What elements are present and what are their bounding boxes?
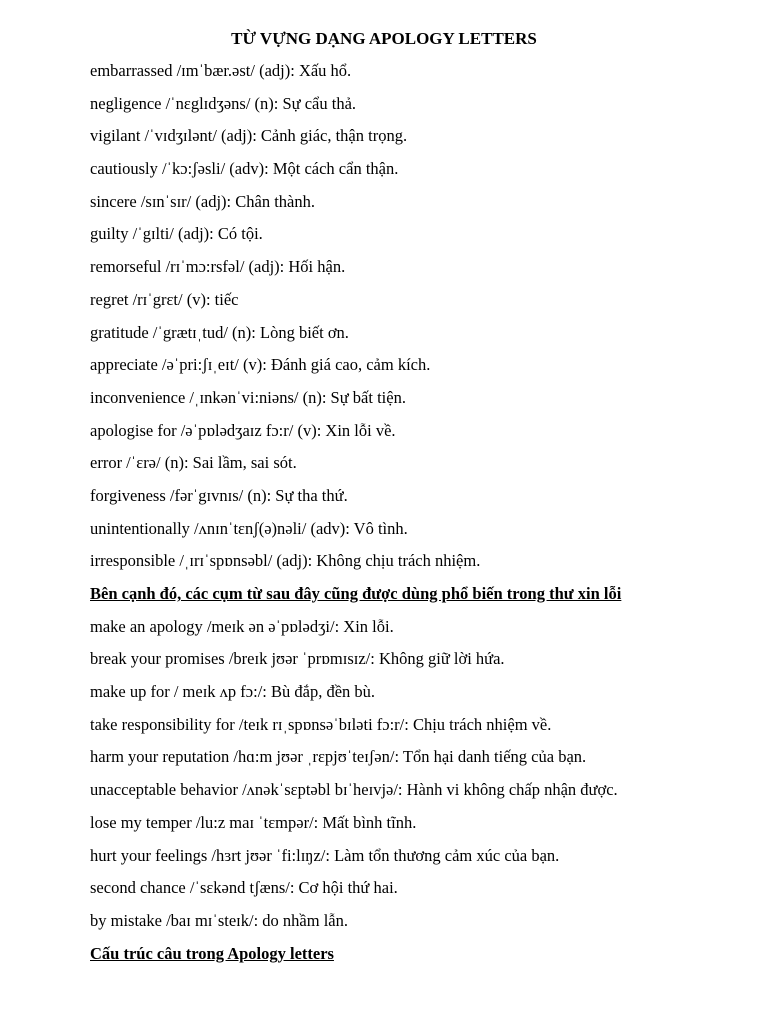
vocab-item: sincere /sɪnˈsɪr/ (adj): Chân thành.	[90, 191, 315, 211]
phrase-item: unacceptable behavior /ʌnəkˈsɛptəbl bɪˈheɪvjə/: Hành vi không chấp nhận được.	[90, 780, 618, 800]
phrase-item: second chance /ˈsɛkənd tʃæns/: Cơ hội thứ hai.	[90, 878, 398, 898]
phrase-item: take responsibility for /teɪk rɪˌspɒnsəˈbɪləti fɔ:r/: Chịu trách nhiệm về.	[90, 714, 552, 734]
vocab-item: cautiously /ˈkɔ:ʃəsli/ (adv): Một cách cẩn thận.	[90, 159, 399, 179]
content-lines	[90, 60, 760, 975]
phrase-item: make up for / meɪk ʌp fɔ:/: Bù đắp, đền bù.	[90, 682, 376, 702]
vocab-item: regret /rɪˈgrɛt/ (v): tiếc	[90, 289, 239, 309]
vocab-item: embarrassed /ɪmˈbær.əst/ (adj): Xấu hổ.	[90, 61, 352, 80]
phrase-item: make an apology /meɪk ən əˈpɒlədʒi/: Xin lỗi.	[90, 616, 394, 636]
vocab-item: unintentionally /ʌnɪnˈtɛnʃ(ə)nəli/ (adv): Vô tình.	[90, 518, 408, 538]
phrase-item: hurt your feelings /hɜrt jʊər ˈfi:lɪŋz/: Làm tổn thương cảm xúc của bạn.	[90, 845, 560, 865]
phrases-heading: Bên cạnh đó, các cụm từ sau đây cũng được dùng phổ biến trong thư xin lỗi	[90, 584, 622, 603]
vocab-item: apologise for /əˈpɒlədʒaɪz fɔ:r/ (v): Xin lỗi về.	[90, 420, 396, 440]
vocab-item: remorseful /rɪˈmɔ:rsfəl/ (adj): Hối hận.	[90, 257, 346, 277]
vocab-item: vigilant /ˈvɪdʒɪlənt/ (adj): Cảnh giác, thận trọng.	[90, 126, 408, 146]
page-title: TỪ VỰNG DẠNG APOLOGY LETTERS	[231, 29, 537, 48]
vocab-item: forgiveness /fərˈgɪvnɪs/ (n): Sự tha thứ.	[90, 485, 348, 505]
phrase-item: by mistake /baɪ mɪˈsteɪk/: do nhầm lẫn.	[90, 910, 348, 930]
phrase-item: harm your reputation /hɑ:m jʊər ˌrɛpjʊˈteɪʃən/: Tổn hại danh tiếng của bạn.	[90, 747, 587, 767]
vocab-item: error /ˈɛrə/ (n): Sai lầm, sai sót.	[90, 453, 297, 473]
vocab-item: negligence /ˈnɛglɪdʒəns/ (n): Sự cẩu thả.	[90, 93, 357, 113]
phrase-item: break your promises /breɪk jʊər ˈprɒmɪsɪz/: Không giữ lời hứa.	[90, 649, 505, 669]
vocab-item: irresponsible /ˌɪrɪˈspɒnsəbl/ (adj): Không chịu trách nhiệm.	[90, 551, 481, 571]
vocab-item: appreciate /əˈpri:ʃɪˌeɪt/ (v): Đánh giá cao, cảm kích.	[90, 355, 431, 375]
structures-heading: Cấu trúc câu trong Apology letters	[90, 943, 334, 963]
vocab-item: guilty /ˈgɪlti/ (adj): Có tội.	[90, 224, 263, 244]
phrase-item: lose my temper /lu:z maɪ ˈtɛmpər/: Mất bình tĩnh.	[90, 812, 417, 832]
vocab-item: inconvenience /ˌɪnkənˈvi:niəns/ (n): Sự bất tiện.	[90, 387, 406, 407]
vocab-item: gratitude /ˈgrætɪˌtud/ (n): Lòng biết ơn.	[90, 322, 349, 342]
